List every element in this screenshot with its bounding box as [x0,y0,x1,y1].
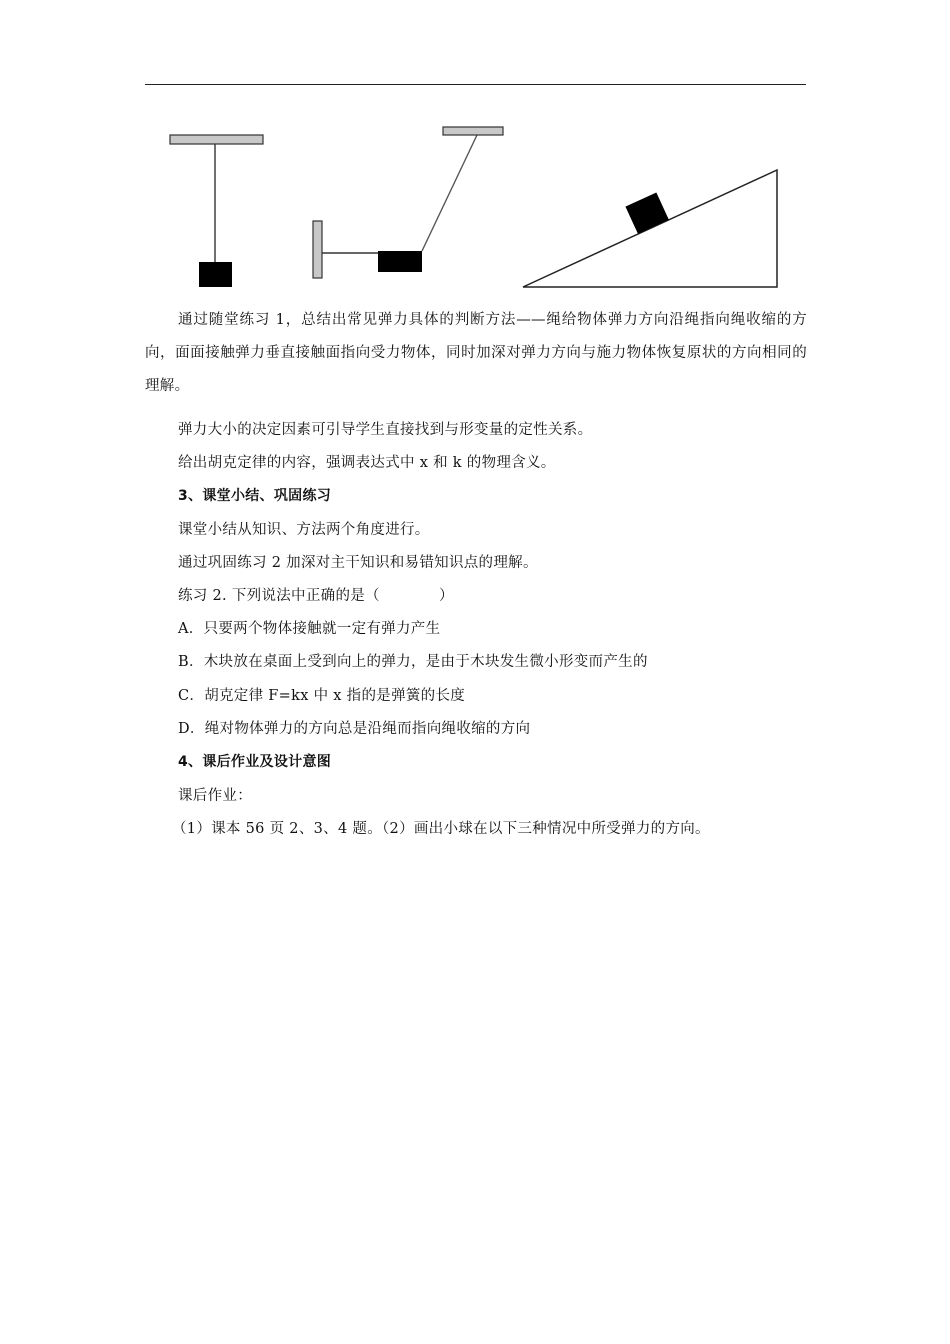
wall-plate [313,221,322,278]
paragraph-judgment-method [145,304,807,403]
figure-rope-rod-block [313,127,503,278]
heading-section-3: 3、课堂小结、巩固练习 [178,488,332,504]
summary-text: 课堂小结从知识、方法两个角度进行。 [178,522,430,538]
hanging-block [199,262,232,287]
paragraph-3: 给出胡克定律的内容，强调表达式中 x 和 k 的物理含义。 [178,455,556,471]
homework-label: 课后作业： [178,788,252,804]
paragraph-2: 弹力大小的决定因素可引导学生直接找到与形变量的定性关系。 [178,422,593,438]
figure-incline-block [523,170,777,287]
option-b: B．木块放在桌面上受到向上的弹力，是由于木块发生微小形变而产生的 [178,654,648,670]
practice-intro: 通过巩固练习 2 加深对主干知识和易错知识点的理解。 [178,555,538,571]
heading-section-4: 4、课后作业及设计意图 [178,754,332,770]
option-a: A．只要两个物体接触就一定有弹力产生 [178,621,441,637]
slanted-rope [422,135,477,251]
paragraph-1: 通过随堂练习 1，总结出常见弹力具体的判断方法——绳给物体弹力方向沿绳指向绳收缩的方向，面面接触弹力垂直接触面指向受力物体，同时加深对弹力方向与施力物体恢复原状的方向相同的理解。 [145,312,807,394]
option-d: D．绳对物体弹力的方向总是沿绳而指向绳收缩的方向 [178,721,531,737]
option-c: C．胡克定律 F=kx 中 x 指的是弹簧的长度 [178,688,466,704]
upper-plate [443,127,503,135]
homework-text: （1）课本 56 页 2、3、4 题。（2）画出小球在以下三种情况中所受弹力的方向。 [172,821,710,837]
ceiling-plate [170,135,263,144]
figure-hanging-block [170,135,263,287]
incline-block [625,192,668,233]
elastic-force-figures [0,0,950,300]
incline-plane [523,170,777,287]
middle-block [378,251,422,272]
question-text: 练习 2. 下列说法中正确的是（ ） [178,588,454,604]
